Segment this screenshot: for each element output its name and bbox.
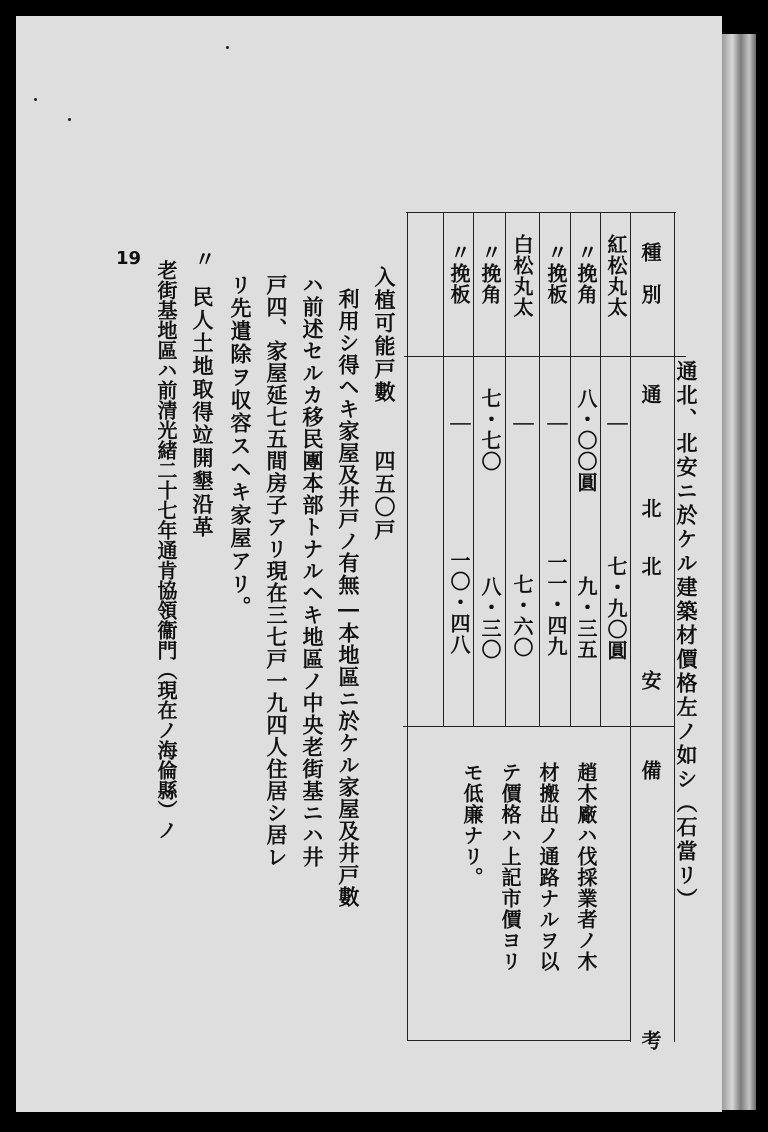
- section-marker: 〃: [192, 248, 217, 271]
- row-kind: 〃挽板: [447, 242, 471, 305]
- row-hokuan: 九・三五: [574, 576, 598, 660]
- row-hokuan: 一一・四九: [544, 552, 568, 657]
- page-number: 19: [116, 248, 142, 269]
- row-kind: 紅松丸太: [604, 234, 628, 318]
- header-hokuan: 北 安: [638, 556, 662, 708]
- body-line: 入植可能戸數 四五〇戸: [372, 266, 397, 542]
- note-line: テ價格ハ上記市價ヨリ: [498, 762, 522, 972]
- row-hokuan: 一〇・四八: [447, 550, 471, 655]
- note-line: 材搬出ノ通路ナルヲ以: [536, 762, 560, 972]
- header-note: 備 考: [638, 760, 662, 1084]
- header-kind: 種 別: [638, 242, 662, 305]
- row-tsuhoku: ｜: [510, 414, 534, 435]
- body-line: リ先遣除ヲ収容スヘキ家屋アリ。: [228, 274, 253, 619]
- row-tsuhoku: 七・七〇: [478, 388, 502, 472]
- row-kind: 白松丸太: [510, 234, 534, 318]
- document-page: [16, 16, 722, 1112]
- body-line: ハ前述セルカ移民團本部トナルヘキ地區ノ中央老街基ニハ井: [300, 274, 325, 868]
- row-kind: 〃挽板: [544, 242, 568, 305]
- row-hokuan: 七・九〇圓: [604, 556, 628, 661]
- body-line: 老街基地區ハ前清光緒二十七年通肯協領衞門（現在ノ海倫縣）ノ: [154, 260, 178, 840]
- speck: [68, 118, 71, 121]
- row-hokuan: 八・三〇: [478, 576, 502, 660]
- note-line: 趙木廠ハ伐採業者ノ木: [574, 762, 598, 972]
- header-tsuhoku: 通 北: [638, 384, 662, 536]
- row-tsuhoku: ｜: [544, 414, 568, 435]
- row-tsuhoku: ｜: [604, 414, 628, 435]
- row-hokuan: 七・六〇: [510, 574, 534, 658]
- speck: [34, 98, 37, 101]
- row-tsuhoku: ｜: [447, 414, 471, 435]
- table-title: 通北、北安ニ於ケル建築材價格左ノ如シ（石當リ）: [674, 360, 699, 912]
- row-kind: 〃挽角: [478, 242, 502, 305]
- book-spine: [722, 34, 756, 1110]
- note-line: モ低廉ナリ。: [460, 762, 484, 888]
- row-tsuhoku: 八・〇〇圓: [574, 388, 598, 493]
- section-heading: 民人土地取得竝開墾沿革: [190, 286, 215, 539]
- row-kind: 〃挽角: [574, 242, 598, 305]
- body-line: 利用シ得ヘキ家屋及井戸ノ有無―本地區ニ於ケル家屋及井戸數: [336, 288, 361, 908]
- speck: [226, 46, 229, 49]
- body-line: 戸四、家屋延七五間房子アリ現在三七戸一九四人住居シ居レ: [264, 274, 289, 868]
